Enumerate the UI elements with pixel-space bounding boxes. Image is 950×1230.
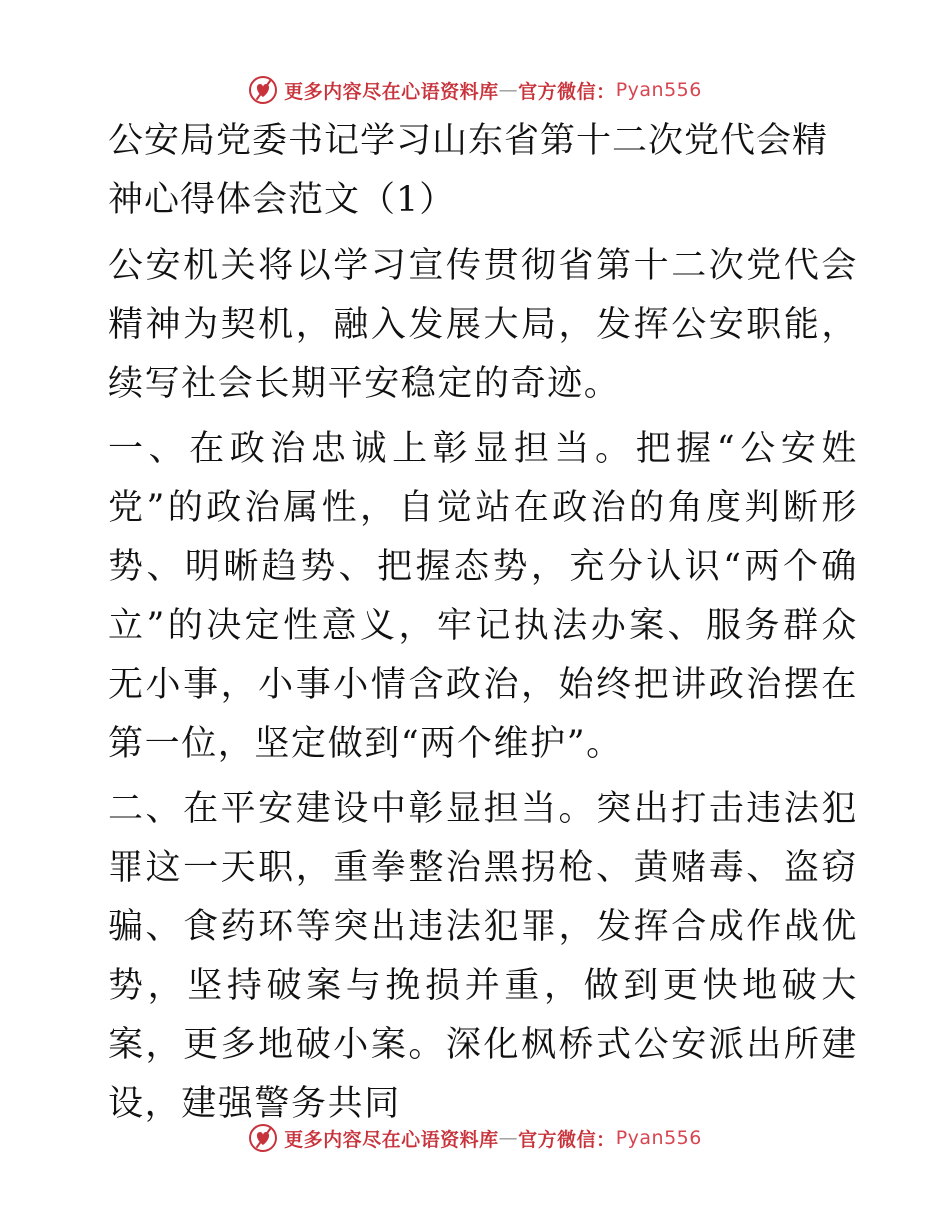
banner-brand: 更多内容尽在心语资料库 <box>284 1128 499 1151</box>
document-body <box>98 112 858 1140</box>
document-title: 公安局党委书记学习山东省第十二次党代会精神心得体会范文（1） <box>108 121 829 220</box>
banner-label: 官方微信： <box>518 1128 616 1151</box>
banner-wechat-id: Pyan556 <box>615 79 702 101</box>
paragraph-intro: 公安机关将以学习宣传贯彻省第十二次党代会精神为契机，融入发展大局，发挥公安职能，续写社会长期平安稳定的奇迹。 <box>108 246 858 404</box>
banner-brand: 更多内容尽在心语资料库 <box>284 80 499 103</box>
banner-label: 官方微信： <box>518 80 616 103</box>
header-banner <box>0 70 950 110</box>
heart-logo-icon <box>248 1123 278 1153</box>
banner-dash: — <box>498 1127 519 1149</box>
paragraph-safety-construction: 二、在平安建设中彰显担当。突出打击违法犯罪这一天职，重拳整治黑拐枪、黄赌毒、盗窃骗、食药环等突出违法犯罪，发挥合成作战优势，坚持破案与挽损并重，做到更快地破大案，更多地破小案。深化枫桥式公安派出所建设，建强警务共同 <box>108 789 858 1124</box>
heart-logo-icon <box>248 75 278 105</box>
paragraph-political-loyalty: 一、在政治忠诚上彰显担当。把握“公安姓党”的政治属性，自觉站在政治的角度判断形势、明晰趋势、把握态势，充分认识“两个确立”的决定性意义，牢记执法办案、服务群众无小事，小事小情含政治，始终把讲政治摆在第一位，坚定做到“两个维护”。 <box>108 429 858 764</box>
banner-wechat-id: Pyan556 <box>615 1127 702 1149</box>
banner-dash: — <box>498 79 519 101</box>
footer-banner <box>0 1118 950 1158</box>
